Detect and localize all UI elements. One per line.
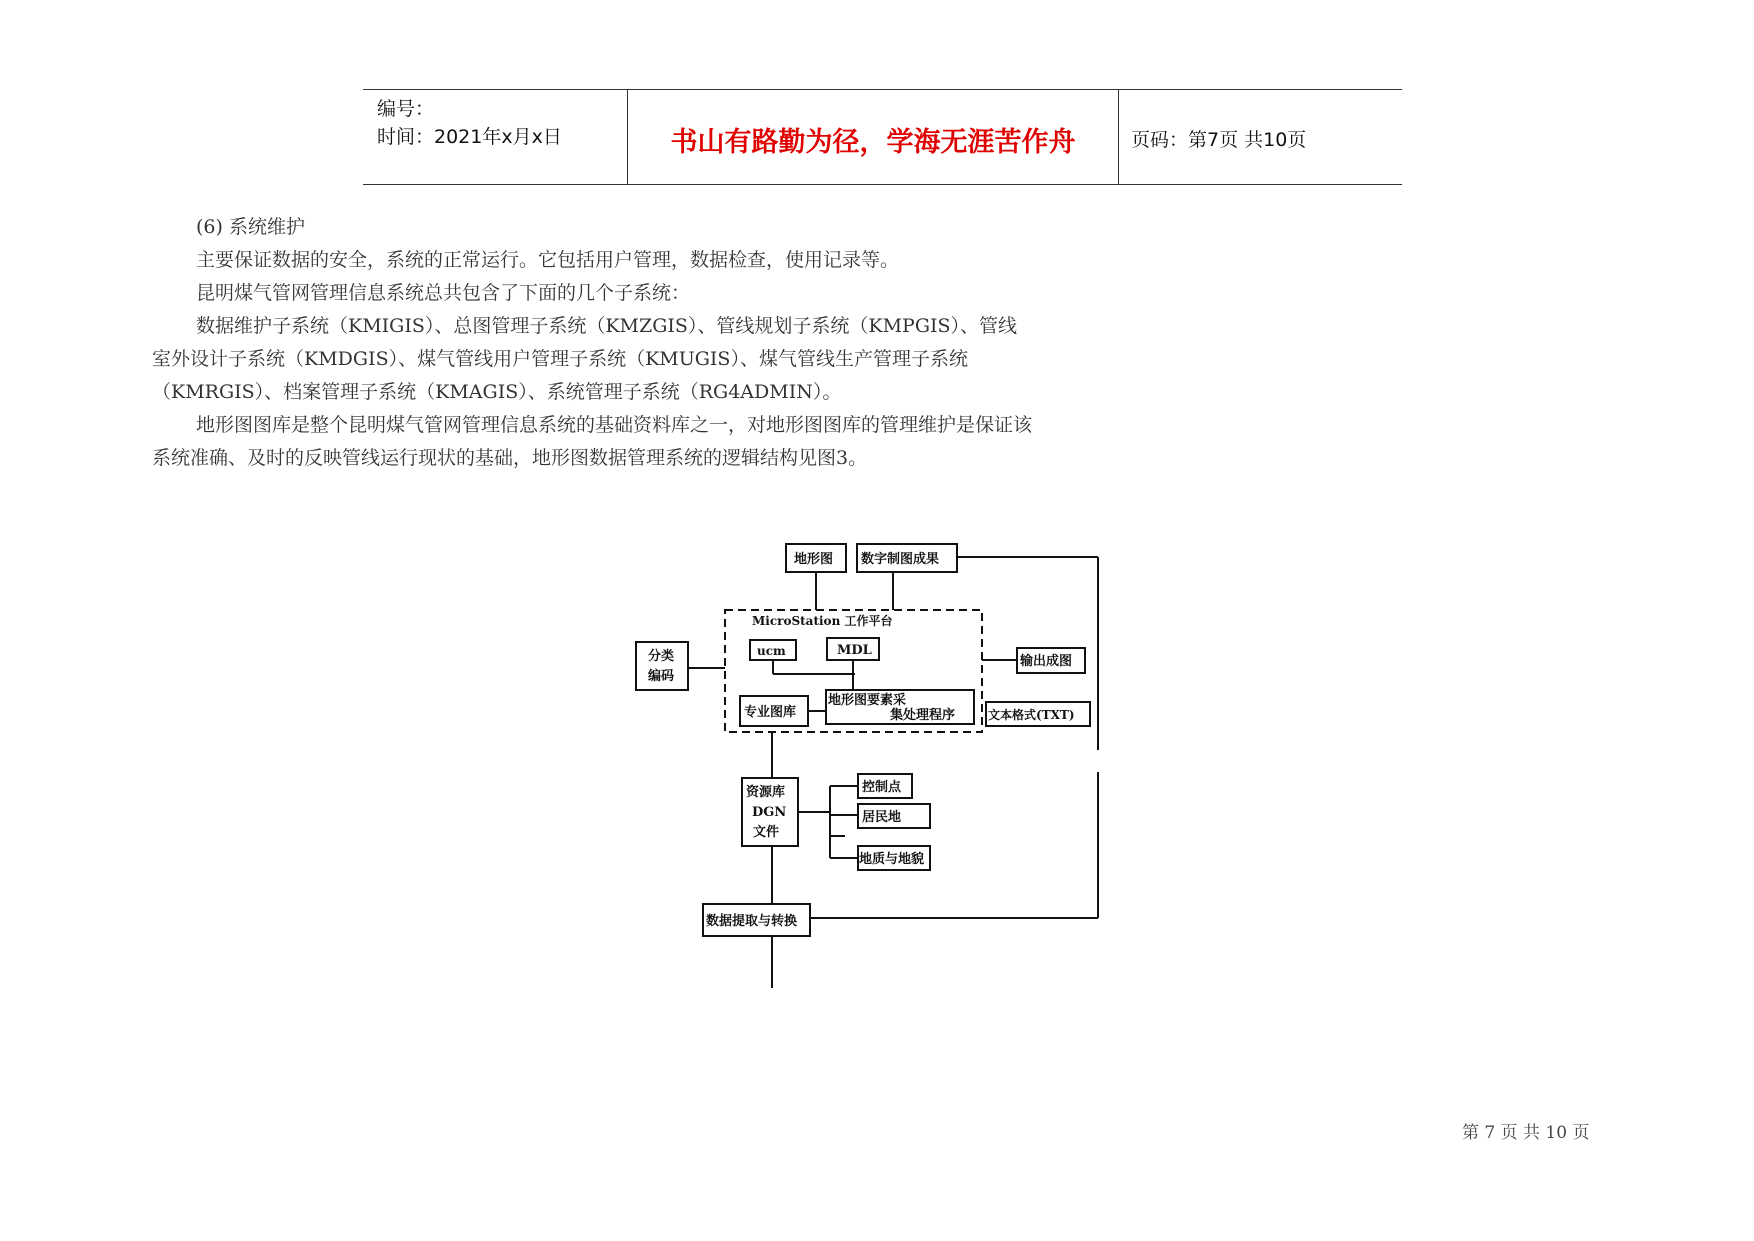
resource-label-1: 资源库	[746, 785, 786, 800]
header-motto-cell	[628, 90, 1119, 184]
header-page-label: 页码：第7页 共10页	[1131, 129, 1307, 151]
output-map-label: 输出成图	[1020, 654, 1073, 669]
time-label: 时间：2021年x月x日	[377, 126, 562, 148]
text-format-label: 文本格式(TXT)	[988, 708, 1075, 722]
platform-label: MicroStation 工作平台	[752, 614, 893, 628]
logic-structure-diagram	[620, 530, 1120, 990]
paragraph-3: 数据维护子系统（KMIGIS）、总图管理子系统（KMZGIS）、管线规划子系统（KMPGIS）、管线室外设计子系统（KMDGIS）、煤气管线用户管理子系统（KMUGIS）、煤气管线生产管理子系统（KMRGIS）、档案管理子系统（KMAGIS）、系统管理子系统（RG4ADMIN）。	[152, 315, 1018, 403]
special-lib-label: 专业图库	[744, 705, 797, 720]
ucm-label: ucm	[757, 644, 786, 658]
document-header	[363, 89, 1402, 185]
digital-output-label: 数字制图成果	[861, 552, 940, 567]
header-page-cell	[1119, 90, 1402, 184]
topo-map-label: 地形图	[794, 552, 834, 567]
classify-label-1: 分类	[648, 649, 675, 664]
page-footer: 第 7 页 共 10 页	[1462, 1123, 1590, 1143]
residential-label: 居民地	[862, 810, 902, 825]
number-label: 编号：	[377, 98, 435, 120]
section-title: (6) 系统维护	[196, 216, 305, 238]
collect-label-2: 集处理程序	[890, 708, 956, 723]
mdl-label: MDL	[837, 643, 872, 658]
paragraph-2: 昆明煤气管网管理信息系统总共包含了下面的几个子系统：	[196, 282, 691, 304]
collect-label-1: 地形图要素采	[828, 693, 907, 708]
classify-label-2: 编码	[648, 669, 675, 684]
resource-label-3: 文件	[753, 825, 780, 840]
header-info-cell	[363, 90, 628, 184]
paragraph-4: 地形图图库是整个昆明煤气管网管理信息系统的基础资料库之一，对地形图图库的管理维护是保证该系统准确、及时的反映管线运行现状的基础，地形图数据管理系统的逻辑结构见图3。	[152, 414, 1033, 469]
extract-label: 数据提取与转换	[706, 914, 798, 929]
paragraph-1: 主要保证数据的安全，系统的正常运行。它包括用户管理，数据检查，使用记录等。	[196, 249, 900, 271]
motto-text: 书山有路勤为径，学海无涯苦作舟	[670, 127, 1076, 158]
geology-label: 地质与地貌	[859, 852, 925, 867]
control-point-label: 控制点	[862, 780, 902, 795]
resource-label-2: DGN	[752, 805, 787, 820]
